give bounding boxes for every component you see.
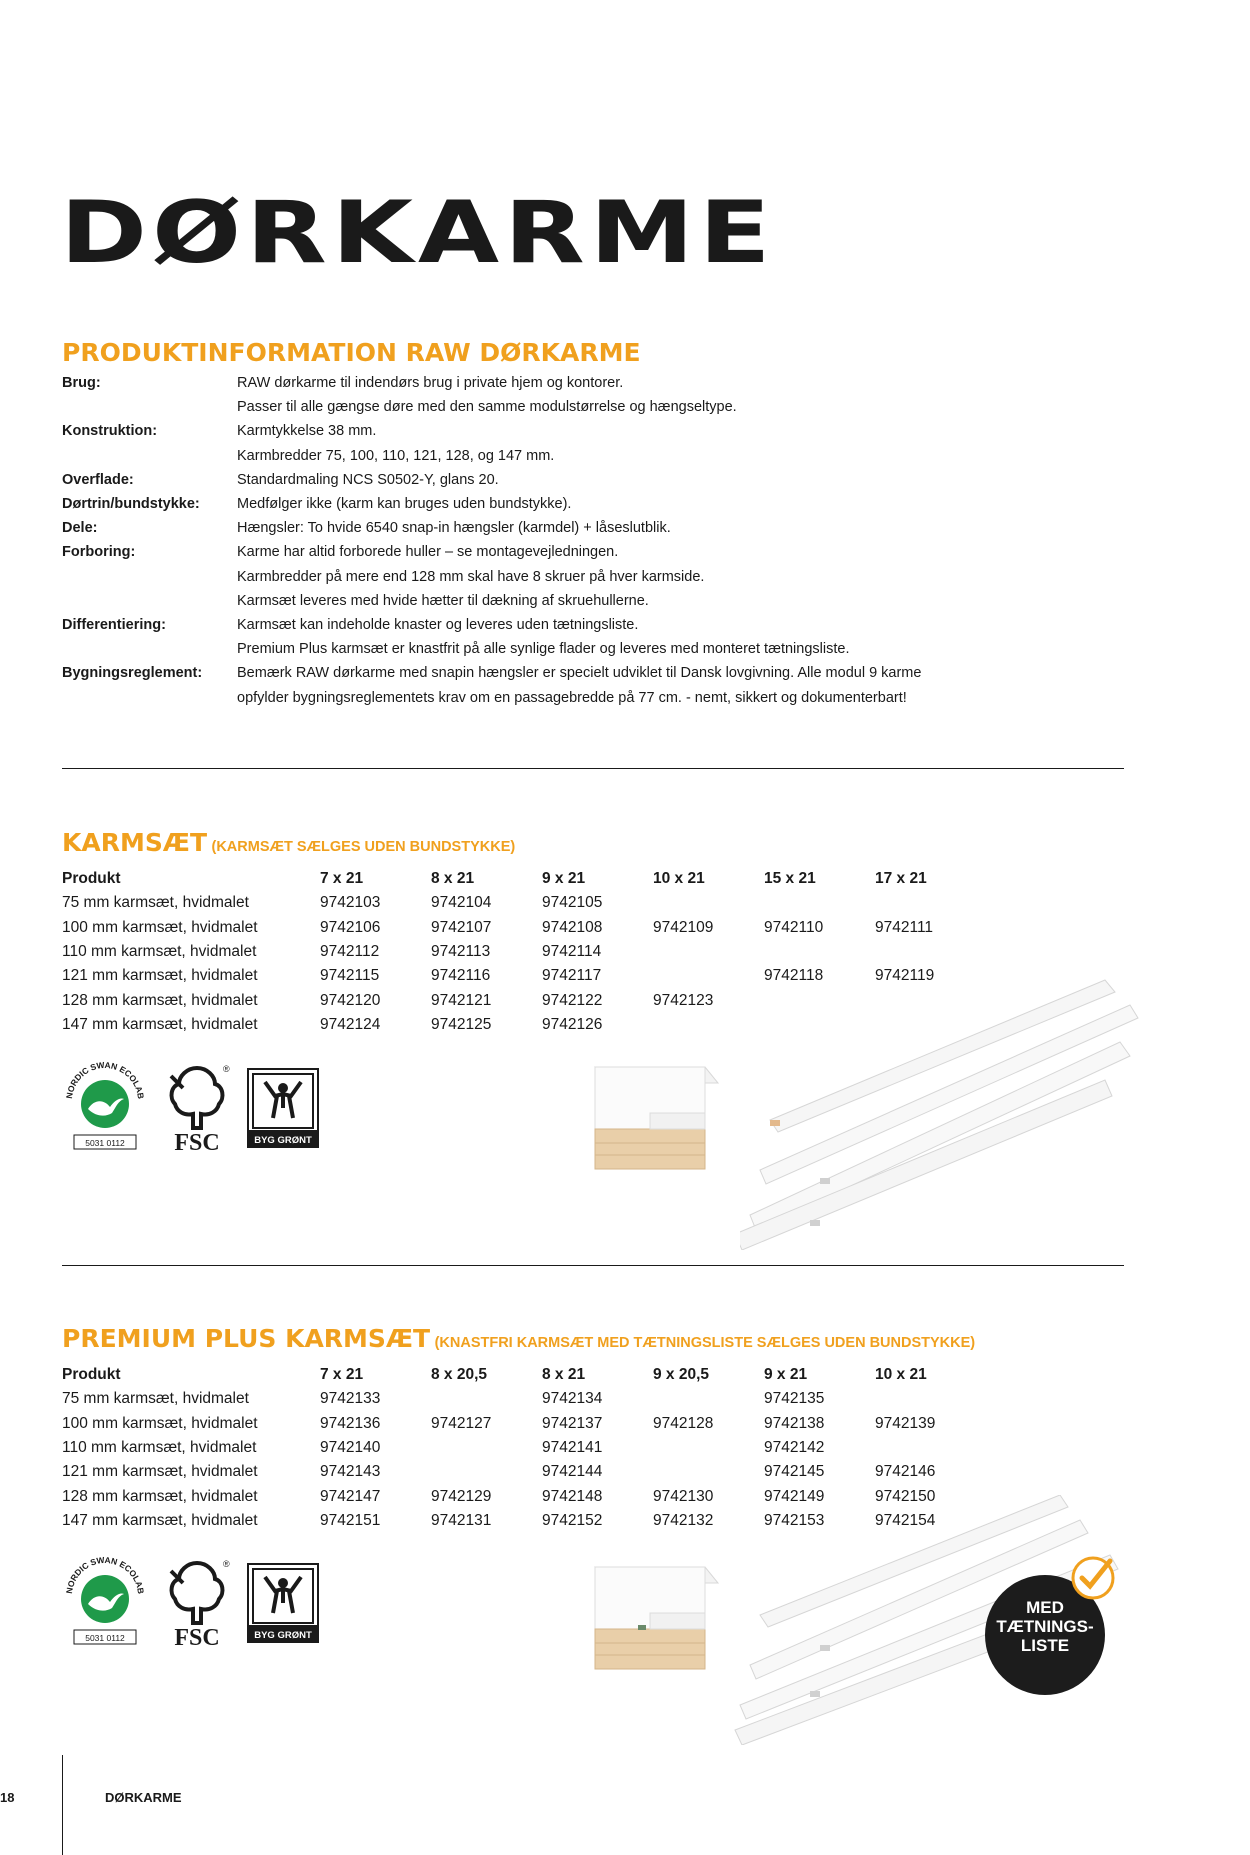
karmsaet-heading: KARMSÆT [62,828,208,857]
item-number-cell: 9742137 [542,1414,603,1432]
karmsaet-subheading: (KARMSÆT SÆLGES UDEN BUNDSTYKKE) [211,839,516,855]
item-number-cell: 9742121 [431,991,492,1009]
item-number-cell [875,891,986,915]
item-number-cell: 9742115 [320,967,380,985]
item-number-cell: 9742152 [542,1511,603,1529]
table-row [62,1460,986,1484]
column-header-size: 8 x 21 [431,870,475,888]
column-header-size: 17 x 21 [875,870,927,888]
info-text: RAW dørkarme til indendørs brug i private hjem og kontorer. [237,375,624,391]
fsc-registered-mark: ® [223,1064,230,1074]
info-text: Karmtykkelse 38 mm. [237,423,377,440]
karmsaet-heading-group [62,830,515,856]
checkmark-icon [1070,1555,1116,1606]
item-number-cell: 9742113 [431,943,491,961]
column-header-size: 9 x 21 [542,870,586,888]
info-text: Standardmaling NCS S0502-Y, glans 20. [237,471,499,488]
column-header-size: 7 x 21 [320,1366,364,1384]
page-title: DØRKARME [60,183,776,283]
nordic-swan-logo [60,1055,150,1160]
item-number-cell: 9742117 [542,967,602,985]
item-number-cell [653,891,764,915]
column-header-product: Produkt [62,870,121,888]
info-label: Brug: [62,375,101,391]
table-header-row [62,867,986,891]
table-row [62,1436,986,1460]
footer-divider [62,1755,63,1855]
item-number-cell: 9742111 [875,918,934,936]
table-row [62,1387,986,1411]
item-number-cell [653,1387,764,1411]
item-number-cell: 9742105 [542,894,603,912]
item-number-cell: 9742146 [875,1463,936,1481]
column-header-size: 10 x 21 [875,1366,927,1384]
item-number-cell: 9742128 [653,1414,714,1432]
badge-line-1: MED [1026,1598,1064,1617]
item-number-cell: 9742109 [653,918,714,936]
product-name-cell: 100 mm karmsæt, hvidmalet [62,1414,258,1432]
info-text: Bemærk RAW dørkarme med snapin hængsler er specielt udviklet til Dansk lovgivning. Alle modul 9 karme [237,665,922,682]
premium-subheading: (KNASTFRI KARMSÆT MED TÆTNINGSLISTE SÆLGES UDEN BUNDSTYKKE) [434,1335,976,1351]
info-text: Karmsæt kan indeholde knaster og leveres uden tætningsliste. [237,617,639,633]
product-name-cell: 75 mm karmsæt, hvidmalet [62,1390,249,1408]
item-number-cell [431,1387,542,1411]
item-number-cell [653,1460,764,1484]
product-name-cell: 121 mm karmsæt, hvidmalet [62,1463,258,1481]
item-number-cell: 9742126 [542,1015,603,1033]
info-text: Premium Plus karmsæt er knastfrit på alle synlige flader og leveres med monteret tætningsliste. [237,641,850,658]
page-number: 18 [0,1790,15,1805]
nordic-swan-logo-2 [60,1550,150,1655]
badge-line-2: TÆTNINGS- [996,1617,1094,1636]
item-number-cell: 9742124 [320,1015,381,1033]
info-label: Konstruktion: [62,423,158,440]
table-row [62,1412,986,1436]
info-text: Karmsæt leveres med hvide hætter til dækning af skruehullerne. [237,592,649,609]
info-label: Dele: [62,520,98,537]
info-label: Forboring: [62,544,136,561]
item-number-cell: 9742148 [542,1487,603,1505]
frame-profile-image-2 [590,1565,720,1676]
info-label: Dørtrin/bundstykke: [62,496,200,512]
premium-heading-group [62,1326,975,1352]
column-header-size: 8 x 20,5 [431,1366,488,1384]
product-name-cell: 128 mm karmsæt, hvidmalet [62,1487,258,1505]
item-number-cell: 9742132 [653,1511,714,1529]
item-number-cell [431,1460,542,1484]
item-number-cell: 9742114 [542,943,602,961]
frame-pieces-image [740,970,1140,1255]
item-number-cell: 9742143 [320,1463,381,1481]
product-name-cell: 110 mm karmsæt, hvidmalet [62,1439,257,1457]
item-number-cell: 9742123 [653,991,714,1009]
product-info-heading: PRODUKTINFORMATION RAW DØRKARME [62,338,641,367]
item-number-cell: 9742119 [875,967,935,985]
byg-gront-text-2: BYG GRØNT [254,1630,312,1641]
item-number-cell [764,891,875,915]
column-header-size: 9 x 21 [764,1366,808,1384]
info-label: Bygningsreglement: [62,665,203,682]
frame-profile-image [590,1065,720,1176]
item-number-cell: 9742142 [764,1439,825,1457]
info-text: Medfølger ikke (karm kan bruges uden bundstykke). [237,496,572,512]
item-number-cell: 9742103 [320,894,381,912]
item-number-cell: 9742130 [653,1487,714,1505]
table-row [62,891,986,915]
swan-number: 5031 0112 [85,1138,125,1148]
product-name-cell: 100 mm karmsæt, hvidmalet [62,918,258,936]
item-number-cell: 9742151 [320,1511,381,1529]
column-header-size: 15 x 21 [764,870,816,888]
item-number-cell: 9742138 [764,1414,825,1432]
table-header-row [62,1363,986,1387]
byg-gront-logo [247,1068,319,1153]
fsc-registered-mark-2: ® [223,1559,230,1569]
item-number-cell: 9742122 [542,991,603,1009]
fsc-logo-2 [163,1557,231,1652]
item-number-cell: 9742129 [431,1487,492,1505]
info-text: Karmbredder på mere end 128 mm skal have 8 skruer på hver karmside. [237,568,705,585]
product-name-cell: 75 mm karmsæt, hvidmalet [62,894,249,912]
product-name-cell: 128 mm karmsæt, hvidmalet [62,991,258,1009]
item-number-cell: 9742120 [320,991,381,1009]
item-number-cell: 9742144 [542,1463,603,1481]
info-text: Passer til alle gængse døre med den samme modulstørrelse og hængseltype. [237,399,737,416]
item-number-cell: 9742154 [875,1511,936,1529]
item-number-cell: 9742153 [764,1511,825,1529]
product-name-cell: 110 mm karmsæt, hvidmalet [62,943,257,961]
info-label: Overflade: [62,471,134,488]
item-number-cell: 9742140 [320,1439,381,1457]
item-number-cell: 9742145 [764,1463,825,1481]
item-number-cell: 9742127 [431,1414,492,1432]
item-number-cell: 9742133 [320,1390,381,1408]
info-text: opfylder bygningsreglementets krav om en passagebredde på 77 cm. - nemt, sikkert og dokumenterbart! [237,689,907,706]
column-header-size: 9 x 20,5 [653,1366,710,1384]
item-number-cell: 9742135 [764,1390,825,1408]
item-number-cell: 9742107 [431,918,492,936]
item-number-cell [653,940,764,964]
item-number-cell: 9742125 [431,1015,492,1033]
item-number-cell: 9742112 [320,943,380,961]
section-divider [62,768,1124,769]
column-header-size: 8 x 21 [542,1366,586,1384]
product-name-cell: 121 mm karmsæt, hvidmalet [62,967,258,985]
item-number-cell [875,1387,986,1411]
item-number-cell: 9742150 [875,1487,936,1505]
item-number-cell: 9742141 [542,1439,603,1457]
swan-ring-text: NORDIC SWAN ECOLAB [64,1059,147,1100]
swan-number-2: 5031 0112 [85,1633,125,1643]
section-divider-2 [62,1265,1124,1266]
info-label: Differentiering: [62,617,166,633]
item-number-cell: 9742147 [320,1487,381,1505]
product-name-cell: 147 mm karmsæt, hvidmalet [62,1511,258,1529]
item-number-cell: 9742139 [875,1414,936,1432]
item-number-cell: 9742136 [320,1414,381,1432]
item-number-cell: 9742104 [431,894,492,912]
column-header-size: 10 x 21 [653,870,705,888]
product-name-cell: 147 mm karmsæt, hvidmalet [62,1015,258,1033]
item-number-cell: 9742149 [764,1487,825,1505]
item-number-cell: 9742118 [764,967,824,985]
item-number-cell [653,1436,764,1460]
column-header-size: 7 x 21 [320,870,364,888]
item-number-cell: 9742134 [542,1390,603,1408]
fsc-logo [163,1062,231,1157]
badge-line-3: LISTE [1020,1636,1070,1655]
item-number-cell: 9742108 [542,918,603,936]
byg-gront-text: BYG GRØNT [254,1135,312,1146]
table-row [62,940,986,964]
item-number-cell [764,940,875,964]
item-number-cell: 9742110 [764,918,824,936]
item-number-cell [431,1436,542,1460]
item-number-cell: 9742131 [431,1511,492,1529]
premium-heading: PREMIUM PLUS KARMSÆT [62,1324,431,1353]
swan-ring-text-2: NORDIC SWAN ECOLAB [64,1554,147,1595]
column-header-product: Produkt [62,1366,121,1384]
fsc-text-2: FSC [174,1625,220,1647]
info-text: Karmbredder 75, 100, 110, 121, 128, og 147 mm. [237,447,555,464]
item-number-cell [875,1436,986,1460]
item-number-cell [875,940,986,964]
item-number-cell: 9742106 [320,918,381,936]
table-row [62,916,986,940]
info-text: Hængsler: To hvide 6540 snap-in hængsler (karmdel) + låseslutblik. [237,520,671,537]
fsc-text: FSC [174,1130,220,1152]
byg-gront-logo-2 [247,1563,319,1648]
item-number-cell: 9742116 [431,967,491,985]
info-text: Karme har altid forborede huller – se montagevejledningen. [237,544,619,561]
footer-label: DØRKARME [105,1790,182,1805]
